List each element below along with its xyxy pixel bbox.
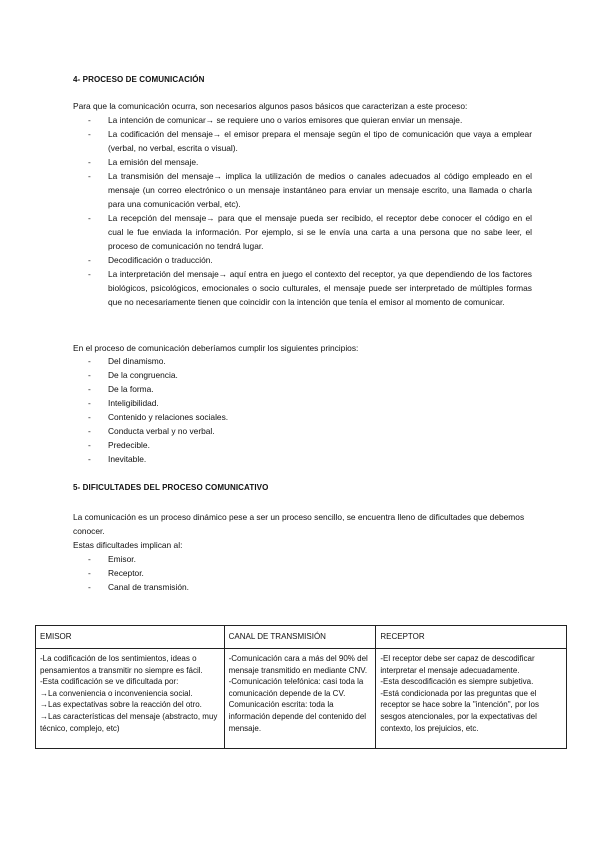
list-item: - Canal de transmisión. (88, 580, 532, 594)
list-item: - Conducta verbal y no verbal. (88, 424, 532, 438)
cell-line: -Esta descodificación es siempre subjetiva. (380, 677, 534, 687)
section-5-implica: Estas dificultades implican al: (73, 540, 183, 550)
cell-line: -El receptor debe ser capaz de descodificar interpretar el mensaje adecuadamente. (380, 654, 535, 675)
cell-line: -Está condicionada por las preguntas que el receptor se hace sobre la "intención", por los sesgos atencionales, por la expectativas del contexto, los prejuicios, etc. (380, 688, 539, 733)
section-5-title: 5- DIFICULTADES DEL PROCESO COMUNICATIVO (73, 483, 269, 492)
cell-line: Comunicación escrita: toda la información depende del contenido del mensaje. (228, 700, 367, 733)
list-item: - Receptor. (88, 566, 532, 580)
difficulties-list (88, 552, 532, 594)
list-item: - Contenido y relaciones sociales. (88, 410, 532, 424)
list-item: - La interpretación del mensaje→ aquí entra en juego el contexto del receptor, ya que dependiendo de los factores biológicos, psicológicos, emocionales o socio culturales, el mensaje puede ser interpretado de múltiples formas que no necesariamente tienen que coincidir con la intención que tenía el emisor al momento de comunicar. (88, 267, 532, 309)
header-receptor: RECEPTOR (376, 626, 567, 649)
section-4-title: 4- PROCESO DE COMUNICACIÓN (73, 75, 205, 84)
list-item: - La intención de comunicar→ se requiere uno o varios emisores que quieran enviar un mensaje. (88, 113, 532, 127)
list-item: - Decodificación o traducción. (88, 253, 532, 267)
list-item: - La codificación del mensaje→ el emisor prepara el mensaje según el tipo de comunicación que vaya a emplear (verbal, no verbal, escrita o visual). (88, 127, 532, 155)
list-item: - Inteligibilidad. (88, 396, 532, 410)
cell-line: -Comunicación telefónica: casi toda la comunicación depende de la CV. (228, 677, 364, 698)
list-item: - La recepción del mensaje→ para que el mensaje pueda ser recibido, el receptor debe conocer el código en el cual le fue enviada la información. Por ejemplo, si se le envía una carta a una persona que no sabe leer, el proceso de comunicación no tendrá lugar. (88, 211, 532, 253)
process-steps-list (88, 113, 532, 309)
list-item: - De la congruencia. (88, 368, 532, 382)
cell-line: -Esta codificación se ve dificultada por: (40, 677, 179, 687)
table-header-row (36, 626, 567, 649)
list-item: - Del dinamismo. (88, 354, 532, 368)
cell-emisor (36, 649, 225, 749)
list-item: - Emisor. (88, 552, 532, 566)
section-4-intro: Para que la comunicación ocurra, son necesarios algunos pasos básicos que caracterizan a este proceso: (73, 101, 468, 111)
principles-intro: En el proceso de comunicación deberíamos cumplir los siguientes principios: (73, 343, 359, 353)
cell-line: →La conveniencia o inconveniencia social. (40, 688, 193, 698)
cell-canal (224, 649, 376, 749)
list-item: - La transmisión del mensaje→ implica la utilización de medios o canales adecuados al código empleado en el mensaje (un correo electrónico o un mensaje instantáneo para enviar un mensaje escrito, una llamada o charla para una comunicación verbal, etc). (88, 169, 532, 211)
list-item: - Predecible. (88, 438, 532, 452)
header-emisor: EMISOR (36, 626, 225, 649)
list-item: - De la forma. (88, 382, 532, 396)
list-item: - Inevitable. (88, 452, 532, 466)
section-5-intro: La comunicación es un proceso dinámico pese a ser un proceso sencillo, se encuentra lleno de dificultades que debemos conocer. (73, 512, 525, 536)
cell-line: →Las características del mensaje (abstracto, muy técnico, complejo, etc) (40, 711, 218, 733)
cell-receptor (376, 649, 567, 749)
table-row (36, 649, 567, 749)
principles-list (88, 354, 532, 466)
cell-line: →Las expectativas sobre la reacción del otro. (40, 700, 202, 710)
difficulties-table (35, 625, 567, 749)
list-item: - La emisión del mensaje. (88, 155, 532, 169)
cell-line: -La codificación de los sentimientos, ideas o pensamientos a transmitir no siempre es fácil. (40, 654, 203, 675)
cell-line: -Comunicación cara a más del 90% del mensaje transmitido en mediante CNV. (228, 654, 368, 675)
header-canal: CANAL DE TRANSMISIÓN (224, 626, 376, 649)
